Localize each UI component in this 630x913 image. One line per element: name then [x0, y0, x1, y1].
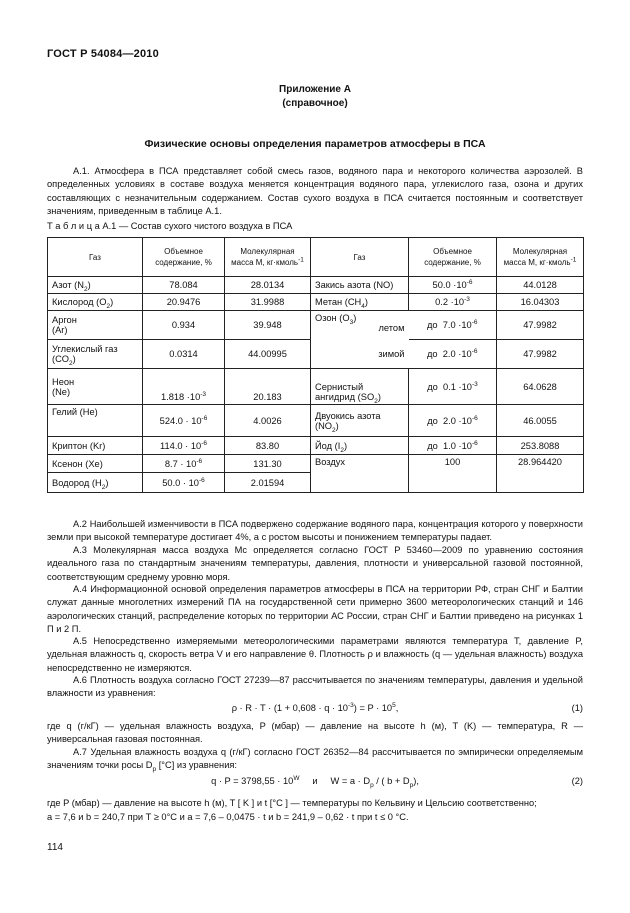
- gas-name-ozone: Озон $(O_3)$ летом зимой: [311, 311, 409, 369]
- gas-name: Ксенон (Xe): [48, 455, 143, 473]
- gas-name: Метан $(CH_4)$: [311, 294, 409, 311]
- gas-molar: 4.0026: [225, 405, 311, 437]
- where-1: где q (г/кГ) — удельная влажность воздуха, P (мбар) — давление на высоте h (м), T (K) — температура, R — универсальная газовая постоянная.: [47, 721, 583, 745]
- where-2b: a = 7,6 и b = 240,7 при T ≥ 0°С и a = 7,6 – 0,0475 · t и b = 241,9 – 0,62 · t при t ≤ 0 °С.: [47, 812, 409, 822]
- table-row: [48, 277, 584, 294]
- gas-name: Кислород $(O_2)$: [48, 294, 143, 311]
- gas-name: Азот $(N_2)$: [48, 277, 143, 294]
- gas-volume: 0.0314: [143, 340, 225, 369]
- header-molar: Молекулярная масса М, кг·кмоль$^{-1}$: [225, 238, 311, 277]
- gas-molar: 31.9988: [225, 294, 311, 311]
- gas-molar: 131.30: [225, 455, 311, 473]
- table-row: [48, 437, 584, 455]
- gas-molar: 44.00995: [225, 340, 311, 369]
- gas-molar: 47.9982: [497, 340, 584, 369]
- gas-name: Аргон (Ar): [48, 311, 143, 340]
- gas-name: Углекислый газ $(CO_2)$: [48, 340, 143, 369]
- gas-volume: 100: [409, 455, 497, 493]
- table-caption: Т а б л и ц а А.1 — Состав сухого чистого воздуха в ПСА: [47, 221, 293, 231]
- gas-volume: $50.0 \cdot 10^{-6}$: [409, 277, 497, 294]
- gas-molar: 253.8088: [497, 437, 584, 455]
- formula-1-expression: $\rho \cdot R \cdot T \cdot (1 + 0,608 \cdot q \cdot 10^{-3}) = P \cdot 10^5$,: [231, 701, 399, 713]
- header-molar-2: Молекулярная масса М, кг·кмоль$^{-1}$: [497, 238, 584, 277]
- gas-name: Сернистый ангидрид $(SO_2)$: [311, 369, 409, 405]
- gas-name: Гелий (He): [48, 405, 143, 437]
- table-row: [48, 455, 584, 473]
- gas-name: Двуокись азота $(NO_2)$: [311, 405, 409, 437]
- gas-volume: $0.2 \cdot 10^{-3}$: [409, 294, 497, 311]
- gas-name: Криптон (Kr): [48, 437, 143, 455]
- gas-name: Закись азота (NO): [311, 277, 409, 294]
- header-volume: Объемное содержание, %: [143, 238, 225, 277]
- gas-name: Неон (Ne): [48, 369, 143, 405]
- gas-molar: 20.183: [225, 369, 311, 405]
- gas-molar: 47.9982: [497, 311, 584, 340]
- table-row: [48, 294, 584, 311]
- header-gas-2: Газ: [311, 238, 409, 277]
- gas-molar: 28.0134: [225, 277, 311, 294]
- appendix-label: Приложение А: [279, 84, 351, 95]
- paragraph-a1-text: А.1. Атмосфера в ПСА представляет собой смесь газов, водяного пара и некоторого количества аэрозолей. В определенных условиях в составе воздуха меняется концентрация водяного пара, углекислого газа, озона и других составляющих с незначительным содержанием. Состав сухого воздуха в ПСА считается постоянным и соответствует значениям, приведенным в таблице А.1.: [47, 166, 583, 216]
- paragraph-a2: А.2 Наибольшей изменчивости в ПСА подвержено содержание водяного пара, концентрация которого у поверхности земли при высокой температуре достигает 4%, а с ростом высоты и понижением температуры падает.: [47, 519, 583, 543]
- gas-volume: $8.7 \cdot 10^{-6}$: [143, 455, 225, 473]
- gas-name: Водород $(H_2)$: [48, 473, 143, 493]
- header-gas: Газ: [48, 238, 143, 277]
- page-number: 114: [47, 842, 63, 853]
- paragraph-a3: А.3 Молекулярная масса воздуха Мс определяется согласно ГОСТ Р 53460—2009 по уравнению состояния идеального газа по стандартным значениям температуры, давления, плотности и универсальной газовой постоянной, соответствующим среднему уровню моря.: [47, 545, 583, 582]
- table-header-row: [48, 238, 584, 277]
- paragraph-a5: А.5 Непосредственно измеряемыми метеорологическими параметрами являются температура T, давление P, удельная влажность q, скорость ветра V и его направление θ. Плотность ρ и влажность (q — удельная влажность) воздуха непосредственно не измеряются.: [47, 636, 583, 673]
- gas-volume: 78.084: [143, 277, 225, 294]
- header-volume-2: Объемное содержание, %: [409, 238, 497, 277]
- where-2: где P (мбар) — давление на высоте h (м), T [ K ] и t [°С ] — температуры по Кельвину и Цельсию соответственно;: [47, 798, 537, 808]
- gas-molar: 46.0055: [497, 405, 584, 437]
- gas-volume: 0.934: [143, 311, 225, 340]
- composition-table: [47, 237, 584, 493]
- ozone-summer-label: летом: [378, 323, 405, 333]
- paragraph-a4: А.4 Информационной основой определения параметров атмосферы в ПСА на территории РФ, стран СНГ и Балтии служат данные многолетних измерений ПА на государственной сети примерно 3600 метеорологических станций и 146 аэрологических станций, распределение которых по территории АС России, стран СНГ и Балтии приведено на рисунках 1 П и 2 П.: [47, 584, 583, 634]
- formula-1-number: (1): [571, 703, 583, 713]
- gas-volume: до $2.0 \cdot 10^{-6}$: [409, 340, 497, 369]
- gas-volume: $114.0 \cdot 10^{-6}$: [143, 437, 225, 455]
- gas-molar: 83.80: [225, 437, 311, 455]
- gas-volume: до $0.1 \cdot 10^{-3}$: [409, 369, 497, 405]
- paragraph-a1: [47, 165, 583, 218]
- gas-name: Йод $(I_2)$: [311, 437, 409, 455]
- gas-molar: 2.01594: [225, 473, 311, 493]
- gas-volume: $50.0 \cdot 10^{-6}$: [143, 473, 225, 493]
- gas-volume: до $1.0 \cdot 10^{-6}$: [409, 437, 497, 455]
- gas-volume: 20.9476: [143, 294, 225, 311]
- appendix-title: [0, 83, 630, 111]
- gas-molar: 39.948: [225, 311, 311, 340]
- gas-volume: $524.0 \cdot 10^{-6}$: [143, 405, 225, 437]
- ozone-winter-label: зимой: [378, 349, 405, 359]
- gas-molar: 16.04303: [497, 294, 584, 311]
- gas-volume: до $2.0 \cdot 10^{-6}$: [409, 405, 497, 437]
- gas-volume: $1.818 \cdot 10^{-3}$: [143, 369, 225, 405]
- table-row: [48, 405, 584, 437]
- gas-molar: 64.0628: [497, 369, 584, 405]
- gas-volume: до $7.0 \cdot 10^{-6}$: [409, 311, 497, 340]
- gas-name: Воздух: [311, 455, 409, 493]
- appendix-subtitle: (справочное): [282, 98, 348, 109]
- paragraph-a7: А.7 Удельная влажность воздуха q (г/кГ) согласно ГОСТ 26352—84 рассчитывается по эмпирически определяемым значениям точки росы $D_р$ [°С] из уравнения:: [47, 747, 583, 774]
- gas-molar: 44.0128: [497, 277, 584, 294]
- table-row: [48, 369, 584, 405]
- formula-2-expression: $q \cdot P = 3798,55 \cdot 10^W$ и $W = a \cdot D_р$ / ( $b + D_р$),: [211, 774, 419, 789]
- gas-molar: 28.964420: [497, 455, 584, 493]
- section-title: Физические основы определения параметров атмосферы в ПСА: [144, 138, 486, 150]
- document-header: ГОСТ Р 54084—2010: [47, 48, 159, 60]
- formula-2-number: (2): [571, 776, 583, 786]
- table-row: [48, 311, 584, 340]
- paragraph-a6: А.6 Плотность воздуха согласно ГОСТ 27239—87 рассчитывается по значениям температуры, давления и удельной влажности из уравнения:: [47, 675, 583, 699]
